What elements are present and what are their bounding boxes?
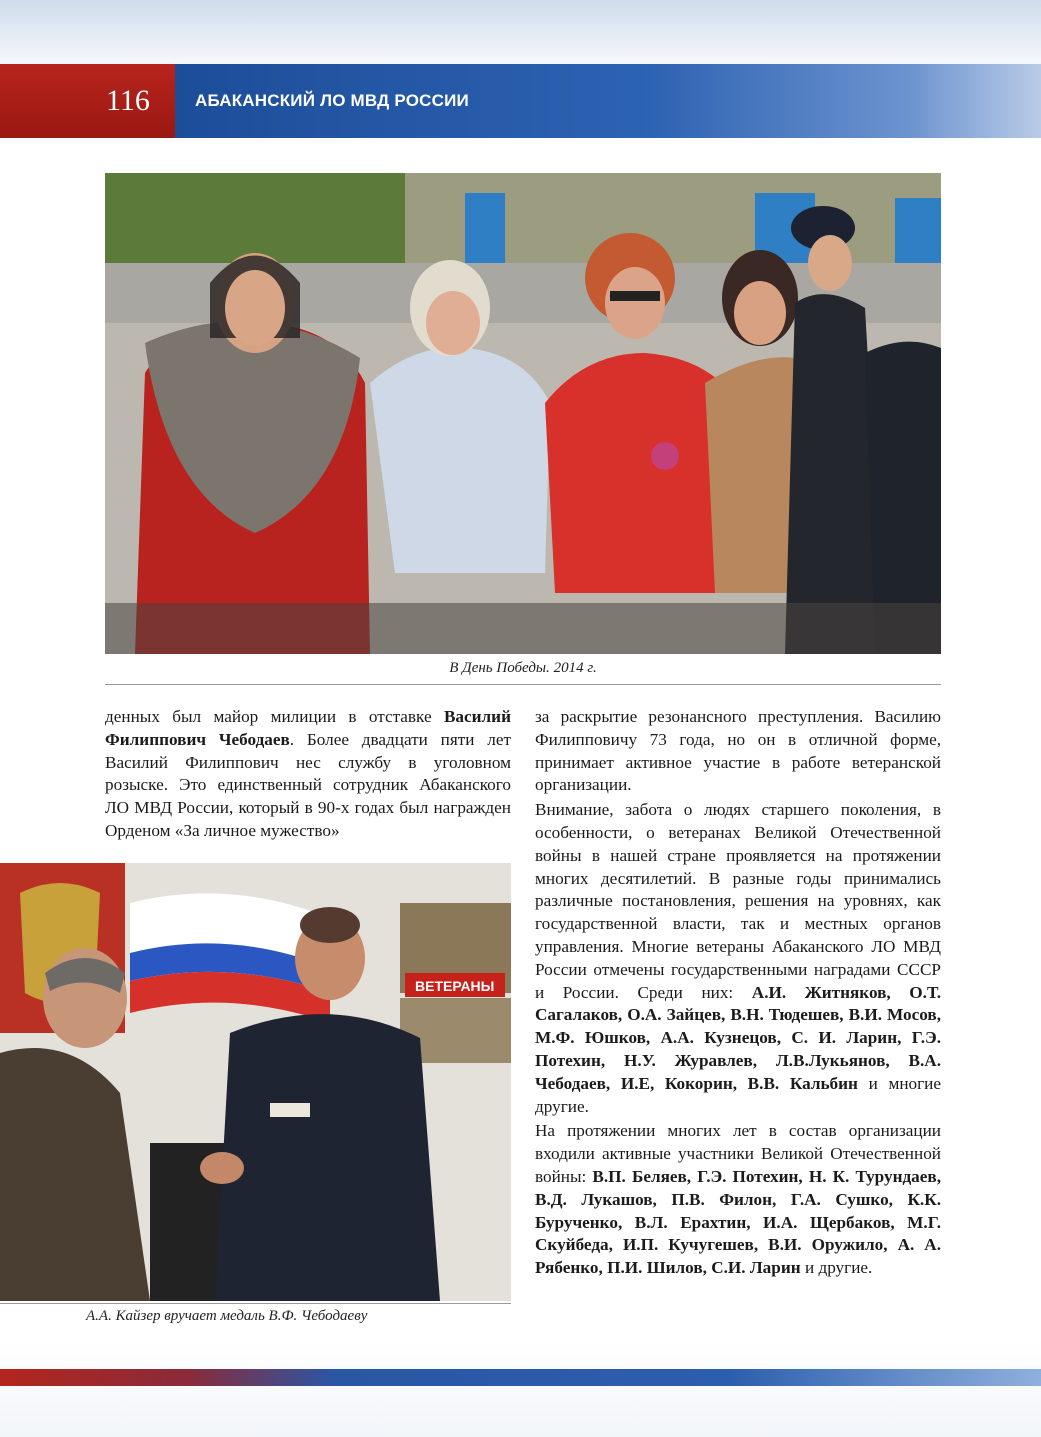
photo-bottom-caption: А.А. Кайзер вручает медаль В.Ф. Чебодаеву <box>86 1308 368 1324</box>
text-column-left <box>105 706 511 843</box>
caption-divider <box>0 1303 511 1304</box>
section-title: АБАКАНСКИЙ ЛО МВД РОССИИ <box>175 64 1041 138</box>
text-run: и многие другие. <box>535 1073 941 1116</box>
caption-divider <box>105 684 941 685</box>
text-run: Внимание, забота о людях старшего поколения, в особенности, о ветеранах Великой Отечественной войны в нашей стране проявляется на протяжении многих десятилетий. В разные годы принимались различные постановления, решения на уровнях, как государственной власти, так и местных органов управления. Многие ветераны Абаканского ЛО МВД России отмечены государственными наградами СССР и России. Среди них: <box>535 800 941 1002</box>
text-run: На протяжении многих лет в состав организации входили активные участники Великой Отечественной войны: <box>535 1121 941 1186</box>
victory-day-photo <box>105 173 941 654</box>
text-column-right <box>535 706 941 1280</box>
paragraph: за раскрытие резонансного преступления. Василию Филипповичу 73 года, но он в отличной форме, принимает активное участие в работе ветеранской организации. <box>535 707 941 795</box>
photo-top-caption: В День Победы. 2014 г. <box>449 660 597 676</box>
bold-names-list: В.П. Беляев, Г.Э. Потехин, Н. К. Турундаев, В.Д. Лукашов, П.В. Филон, Г.А. Сушко, К.К. Бурученко, В.Л. Ерахтин, И.А. Щербаков, М.Г. Скуйбеда, И.П. Кучугешев, В.И. Оружило, А. А. Рябенко, П.И. Шилов, С.И. Ларин <box>535 1166 941 1278</box>
paragraph <box>105 706 511 843</box>
text-run: . Более двадцати пяти лет Василий Филиппович нес службу в уголовном розыске. Это единственный сотрудник Абаканского ЛО МВД России, который в 90-х годах был награжден Орденом «За личное мужество» <box>105 729 512 840</box>
bold-names-list: А.И. Житняков, О.Т. Сагалаков, О.А. Зайцев, В.Н. Тюдешев, В.И. Мосов, М.Ф. Юшков, А.А. Кузнецов, С. И. Ларин, Г.Э. Потехин, Н.У. Журавлев, Л.В.Лукьянов, В.А. Чебодаев, И.Е, Кокорин, В.В. Кальбин <box>535 982 942 1093</box>
paragraph <box>535 799 941 1118</box>
footer-bar <box>0 1369 1041 1386</box>
text-run: денных был майор милиции в отставке <box>105 707 444 726</box>
paragraph <box>535 1120 941 1280</box>
veterans-sign-text: ВЕТЕРАНЫ <box>415 978 495 994</box>
bold-name: Василий Филиппович Чебодаев <box>105 707 511 749</box>
medal-presentation-photo <box>0 863 511 1301</box>
text-run: и другие. <box>800 1258 873 1278</box>
page-number: 116 <box>0 64 175 138</box>
header-bar <box>0 64 1041 138</box>
